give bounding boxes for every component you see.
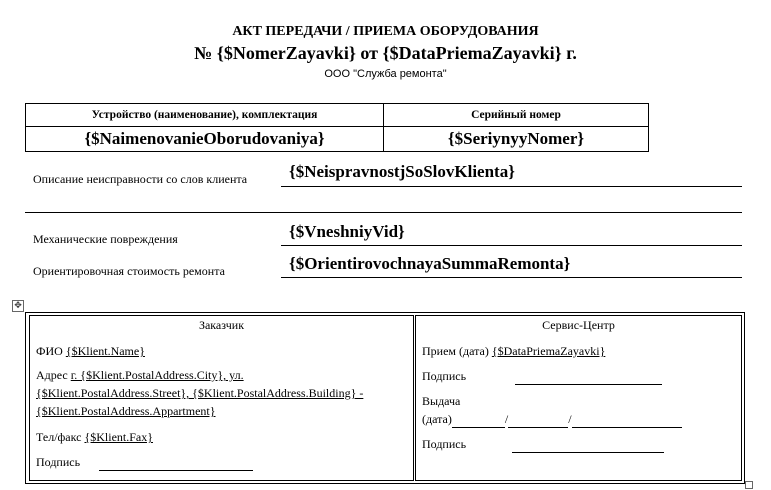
address-label: Адрес: [36, 368, 68, 382]
device-name-field[interactable]: {$NaimenovanieOborudovaniya}: [26, 127, 384, 152]
issue-label: Выдача: [422, 394, 461, 408]
issue-year-blank[interactable]: [572, 412, 682, 428]
fault-extra-line: [25, 212, 742, 213]
equipment-header-row: [26, 104, 649, 127]
customer-fio-row: [36, 344, 145, 359]
document-number-line: [0, 43, 771, 64]
address-line-3[interactable]: {$Klient.PostalAddress.Appartment}: [36, 404, 216, 418]
receipt-date-row: [422, 344, 605, 359]
issue-signature-row: [422, 437, 664, 453]
resize-handle-icon[interactable]: [745, 481, 753, 489]
company-name: ООО "Служба ремонта": [324, 68, 447, 80]
issue-day-blank[interactable]: [452, 412, 505, 428]
address-line-1[interactable]: г. {$Klient.PostalAddress.City}, ул.: [70, 368, 244, 382]
damage-field[interactable]: {$VneshniyVid}: [289, 222, 405, 241]
service-signature-row: [422, 369, 662, 385]
fault-underline: [281, 186, 742, 187]
document-title: АКТ ПЕРЕДАЧИ / ПРИЕМА ОБОРУДОВАНИЯ: [232, 24, 539, 39]
fault-description-field[interactable]: {$NeispravnostjSoSlovKlienta}: [289, 162, 515, 181]
move-anchor-icon[interactable]: ✥: [12, 300, 24, 312]
client-fax-field[interactable]: {$Klient.Fax}: [84, 430, 153, 444]
client-name-field[interactable]: {$Klient.Name}: [65, 344, 145, 358]
service-signature-line[interactable]: [515, 369, 662, 385]
cost-label: Ориентировочная стоимость ремонта: [33, 264, 225, 278]
customer-signature-label: Подпись: [36, 455, 81, 469]
date-prefix: от: [360, 43, 379, 63]
customer-phone-row: [36, 430, 153, 445]
issue-signature-line[interactable]: [512, 437, 664, 453]
service-center-title: Сервис-Центр: [542, 318, 615, 332]
receipt-date-label: Прием (дата): [422, 344, 489, 358]
fault-description-label: Описание неисправности со слов клиента: [33, 172, 248, 186]
customer-box: [29, 315, 414, 481]
issue-month-blank[interactable]: [508, 412, 568, 428]
issue-signature-label: Подпись: [422, 437, 467, 451]
customer-signature-row: [36, 455, 253, 471]
service-center-box: [415, 315, 742, 481]
serial-number-field[interactable]: {$SeriynyyNomer}: [384, 127, 649, 152]
date-separator-2: /: [568, 412, 572, 426]
serial-header: Серийный номер: [384, 104, 649, 127]
service-signature-label: Подпись: [422, 369, 467, 383]
address-line-2[interactable]: {$Klient.PostalAddress.Street}, {$Klient.PostalAddress.Building} -: [36, 386, 364, 400]
order-number-field[interactable]: {$NomerZayavki}: [216, 43, 356, 63]
issue-date-row: [422, 412, 682, 428]
cost-field[interactable]: {$OrientirovochnayaSummaRemonta}: [289, 254, 571, 273]
damage-underline: [281, 245, 742, 246]
customer-address-row: [36, 368, 244, 383]
cost-underline: [281, 277, 742, 278]
equipment-table: [25, 103, 649, 152]
receipt-date-value[interactable]: {$DataPriemaZayavki}: [491, 344, 606, 358]
fio-label: ФИО: [36, 344, 63, 358]
damage-label: Механические повреждения: [33, 232, 178, 246]
device-header: Устройство (наименование), комплектация: [26, 104, 384, 127]
issue-date-label: (дата): [422, 412, 452, 426]
customer-signature-line[interactable]: [99, 455, 253, 471]
receipt-date-field[interactable]: {$DataPriemaZayavki}: [382, 43, 562, 63]
date-suffix: г.: [566, 43, 577, 63]
number-prefix: №: [194, 43, 213, 63]
equipment-value-row: [26, 127, 649, 152]
date-separator-1: /: [504, 412, 509, 426]
customer-title: Заказчик: [198, 318, 245, 332]
phone-label: Тел/факс: [36, 430, 82, 444]
